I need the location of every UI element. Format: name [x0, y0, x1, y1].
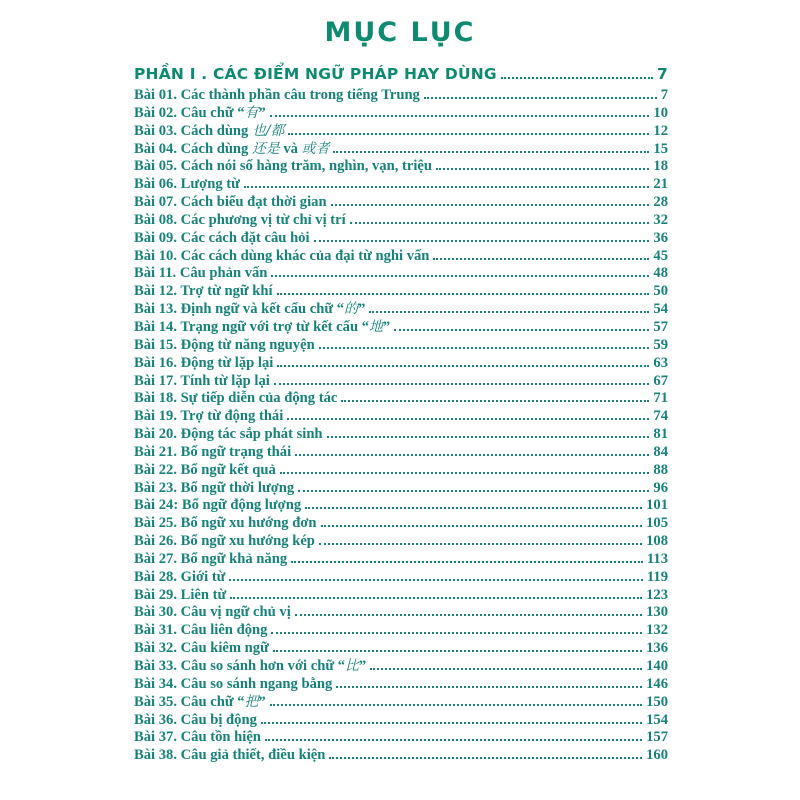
toc-entry-label: Bài 34. Câu so sánh ngang bằng: [134, 675, 333, 692]
toc-entry: [134, 747, 668, 765]
toc-entry: [134, 444, 668, 462]
toc-entry-label: Bài 02. Câu chữ “有”: [134, 104, 266, 121]
toc-entry-page: 50: [653, 283, 668, 300]
toc-entry-label: Bài 06. Lượng từ: [134, 176, 240, 193]
toc-entry-page: 21: [653, 176, 668, 193]
dot-leader: [341, 400, 649, 402]
toc-entry-page: 32: [653, 211, 668, 228]
dot-leader: [327, 436, 650, 438]
toc-entry-label: Bài 21. Bổ ngữ trạng thái: [134, 443, 292, 460]
toc-entry-page: 12: [653, 122, 668, 139]
chinese-characters: 地: [369, 318, 383, 335]
toc-entry-page: 71: [653, 390, 668, 407]
toc-entry-label: Bài 08. Các phương vị từ chỉ vị trí: [134, 211, 346, 228]
toc-entry-label: Bài 32. Câu kiêm ngữ: [134, 640, 269, 657]
toc-entry: [134, 712, 668, 730]
dot-leader: [229, 579, 642, 581]
toc-entry-page: 63: [653, 354, 668, 371]
dot-leader: [321, 525, 643, 527]
dot-leader: [244, 186, 650, 188]
toc-entry-page: 157: [646, 729, 668, 746]
dot-leader: [298, 490, 649, 492]
toc-entry: [134, 587, 668, 605]
toc-entry-label: Bài 16. Động từ lặp lại: [134, 354, 274, 371]
toc-entry-label: Bài 11. Câu phản vấn: [134, 265, 268, 282]
dot-leader: [319, 347, 650, 349]
toc-entry-page: 150: [646, 693, 668, 710]
toc-entry: [134, 87, 668, 105]
toc-entry: [134, 658, 668, 676]
dot-leader: [424, 97, 657, 99]
toc-entry-page: 154: [646, 711, 668, 728]
toc-entry: [134, 337, 668, 355]
toc-entry-page: 101: [646, 497, 668, 514]
chinese-characters: 有: [244, 104, 259, 121]
toc-entry-page: 74: [653, 408, 668, 425]
toc-entry-page: 15: [653, 140, 668, 157]
toc-entry: [134, 640, 668, 658]
toc-entry-page: 132: [646, 622, 668, 639]
toc-entry: [134, 105, 668, 123]
dot-leader: [273, 650, 642, 652]
toc-entry: [134, 622, 668, 640]
dot-leader: [271, 275, 649, 277]
toc-entry: [134, 301, 668, 319]
dot-leader: [277, 365, 649, 367]
dot-leader: [261, 722, 642, 724]
toc-entry-page: 140: [646, 658, 668, 674]
toc-entry-label: Bài 05. Cách nói số hàng trăm, nghìn, vạn, triệu: [134, 158, 432, 175]
toc-entry: [134, 694, 668, 712]
toc-entry-label: Bài 35. Câu chữ “把”: [134, 693, 266, 710]
toc-entry-label: Bài 17. Tính từ lặp lại: [134, 372, 270, 389]
toc-entry-label: Bài 23. Bổ ngữ thời lượng: [134, 479, 295, 496]
dot-leader: [333, 151, 649, 153]
toc-entry: [134, 426, 668, 444]
toc-entry-page: 119: [646, 568, 668, 585]
toc-entry-page: 7: [660, 87, 668, 103]
toc-entry-label: Bài 28. Giới từ: [134, 568, 226, 585]
toc-list: [134, 87, 668, 765]
toc-entry: [134, 194, 668, 212]
toc-entry-label: Bài 37. Câu tồn hiện: [134, 729, 261, 746]
dot-leader: [265, 739, 642, 741]
dot-leader: [295, 614, 642, 616]
toc-section-heading: [134, 64, 668, 86]
dot-leader: [314, 240, 650, 242]
toc-container: [134, 64, 668, 765]
toc-entry-page: 28: [653, 194, 668, 211]
toc-entry: [134, 176, 668, 194]
dot-leader: [331, 204, 650, 206]
toc-entry-label: Bài 24: Bổ ngữ động lượng: [134, 497, 302, 514]
toc-entry-page: 130: [646, 604, 668, 621]
toc-entry-page: 96: [653, 479, 668, 496]
toc-entry-label: Bài 12. Trợ từ ngữ khí: [134, 283, 273, 300]
dot-leader: [394, 329, 649, 331]
dot-leader: [305, 507, 642, 509]
dot-leader: [370, 668, 642, 670]
toc-entry-page: 48: [653, 265, 668, 282]
toc-entry-label: Bài 36. Câu bị động: [134, 711, 257, 728]
toc-entry: [134, 480, 668, 498]
toc-entry-label: Bài 09. Các cách đặt câu hỏi: [134, 229, 310, 246]
dot-leader: [280, 472, 650, 474]
dot-leader: [319, 543, 642, 545]
page-title: MỤC LỤC: [324, 17, 476, 48]
toc-entry: [134, 283, 668, 301]
dot-leader: [274, 383, 650, 385]
toc-entry-label: Bài 26. Bổ ngữ xu hướng kép: [134, 533, 315, 550]
toc-entry: [134, 158, 668, 176]
toc-entry: [134, 604, 668, 622]
dot-leader: [350, 222, 650, 224]
dot-leader: [501, 77, 653, 79]
dot-leader: [436, 168, 649, 170]
toc-entry: [134, 265, 668, 283]
dot-leader: [288, 133, 649, 135]
chinese-characters: 的: [344, 301, 358, 318]
toc-entry-page: 113: [646, 550, 668, 567]
dot-leader: [433, 258, 649, 260]
toc-entry-label: Bài 19. Trợ từ động thái: [134, 408, 284, 425]
toc-entry-page: 54: [653, 301, 668, 318]
toc-entry-label: Bài 20. Động tác sắp phát sinh: [134, 426, 323, 443]
toc-entry: [134, 355, 668, 373]
toc-entry-label: Bài 01. Các thành phần câu trong tiếng Trung: [134, 87, 420, 103]
toc-entry-page: 160: [646, 747, 668, 764]
toc-entry-label: Bài 22. Bổ ngữ kết quả: [134, 461, 276, 478]
toc-entry-label: Bài 03. Cách dùng 也/都: [134, 122, 285, 139]
toc-entry: [134, 390, 668, 408]
toc-entry-label: Bài 07. Cách biểu đạt thời gian: [134, 194, 327, 211]
toc-entry: [134, 141, 668, 159]
toc-entry-label: Bài 30. Câu vị ngữ chủ vị: [134, 604, 291, 621]
dot-leader: [271, 632, 642, 634]
chinese-characters: 还是: [252, 140, 280, 157]
toc-entry: [134, 551, 668, 569]
toc-entry-label: Bài 10. Các cách dùng khác của đại từ nghi vấn: [134, 247, 430, 264]
toc-entry-label: Bài 29. Liên từ: [134, 586, 227, 603]
dot-leader: [329, 757, 642, 759]
toc-entry: [134, 373, 668, 391]
toc-entry-page: 88: [653, 461, 668, 478]
toc-entry-page: 59: [653, 336, 668, 353]
chinese-characters: 比: [345, 658, 359, 674]
toc-entry: [134, 515, 668, 533]
toc-entry-page: 45: [653, 247, 668, 264]
toc-entry-label: Bài 25. Bổ ngữ xu hướng đơn: [134, 515, 317, 532]
toc-entry-page: 81: [653, 426, 668, 443]
dot-leader: [270, 704, 642, 706]
toc-entry: [134, 462, 668, 480]
toc-entry: [134, 729, 668, 747]
dot-leader: [270, 115, 650, 117]
toc-entry: [134, 230, 668, 248]
dot-leader: [336, 686, 642, 688]
toc-entry-page: 36: [653, 229, 668, 246]
toc-entry-page: 84: [653, 443, 668, 460]
toc-entry: [134, 533, 668, 551]
toc-entry: [134, 248, 668, 266]
toc-entry-label: Bài 33. Câu so sánh hơn với chữ “比”: [134, 658, 367, 674]
dot-leader: [369, 311, 649, 313]
toc-entry-page: 146: [646, 675, 668, 692]
toc-entry: [134, 212, 668, 230]
toc-entry-label: Bài 14. Trạng ngữ với trợ từ kết cấu “地”: [134, 318, 391, 335]
toc-entry-label: Bài 18. Sự tiếp diễn của động tác: [134, 390, 338, 407]
dot-leader: [287, 418, 649, 420]
toc-section-label: PHẦN I . CÁC ĐIỂM NGỮ PHÁP HAY DÙNG: [134, 65, 497, 83]
toc-entry-label: Bài 27. Bổ ngữ khả năng: [134, 550, 288, 567]
dot-leader: [230, 597, 642, 599]
toc-entry-page: 105: [646, 515, 668, 532]
toc-entry-page: 57: [653, 318, 668, 335]
toc-entry-label: Bài 13. Định ngữ và kết cấu chữ “的”: [134, 301, 366, 318]
toc-entry-page: 10: [653, 104, 668, 121]
toc-entry-label: Bài 15. Động từ năng nguyện: [134, 336, 315, 353]
toc-entry: [134, 676, 668, 694]
toc-entry: [134, 123, 668, 141]
toc-entry-label: Bài 31. Câu liên động: [134, 622, 268, 639]
toc-entry: [134, 408, 668, 426]
chinese-characters: 把: [244, 693, 259, 710]
toc-entry-page: 123: [646, 586, 668, 603]
toc-entry-label: Bài 04. Cách dùng 还是 và 或者: [134, 140, 330, 157]
toc-section-page: 7: [657, 65, 668, 83]
dot-leader: [291, 561, 643, 563]
toc-entry-page: 67: [653, 372, 668, 389]
toc-entry-page: 18: [653, 158, 668, 175]
chinese-characters: 也/都: [252, 122, 285, 139]
toc-entry: [134, 497, 668, 515]
dot-leader: [277, 293, 650, 295]
toc-entry-page: 108: [646, 533, 668, 550]
chinese-characters: 或者: [301, 140, 330, 157]
toc-entry: [134, 569, 668, 587]
toc-entry-page: 136: [646, 640, 668, 657]
dot-leader: [295, 454, 649, 456]
toc-entry-label: Bài 38. Câu giả thiết, điều kiện: [134, 747, 326, 764]
toc-entry: [134, 319, 668, 337]
